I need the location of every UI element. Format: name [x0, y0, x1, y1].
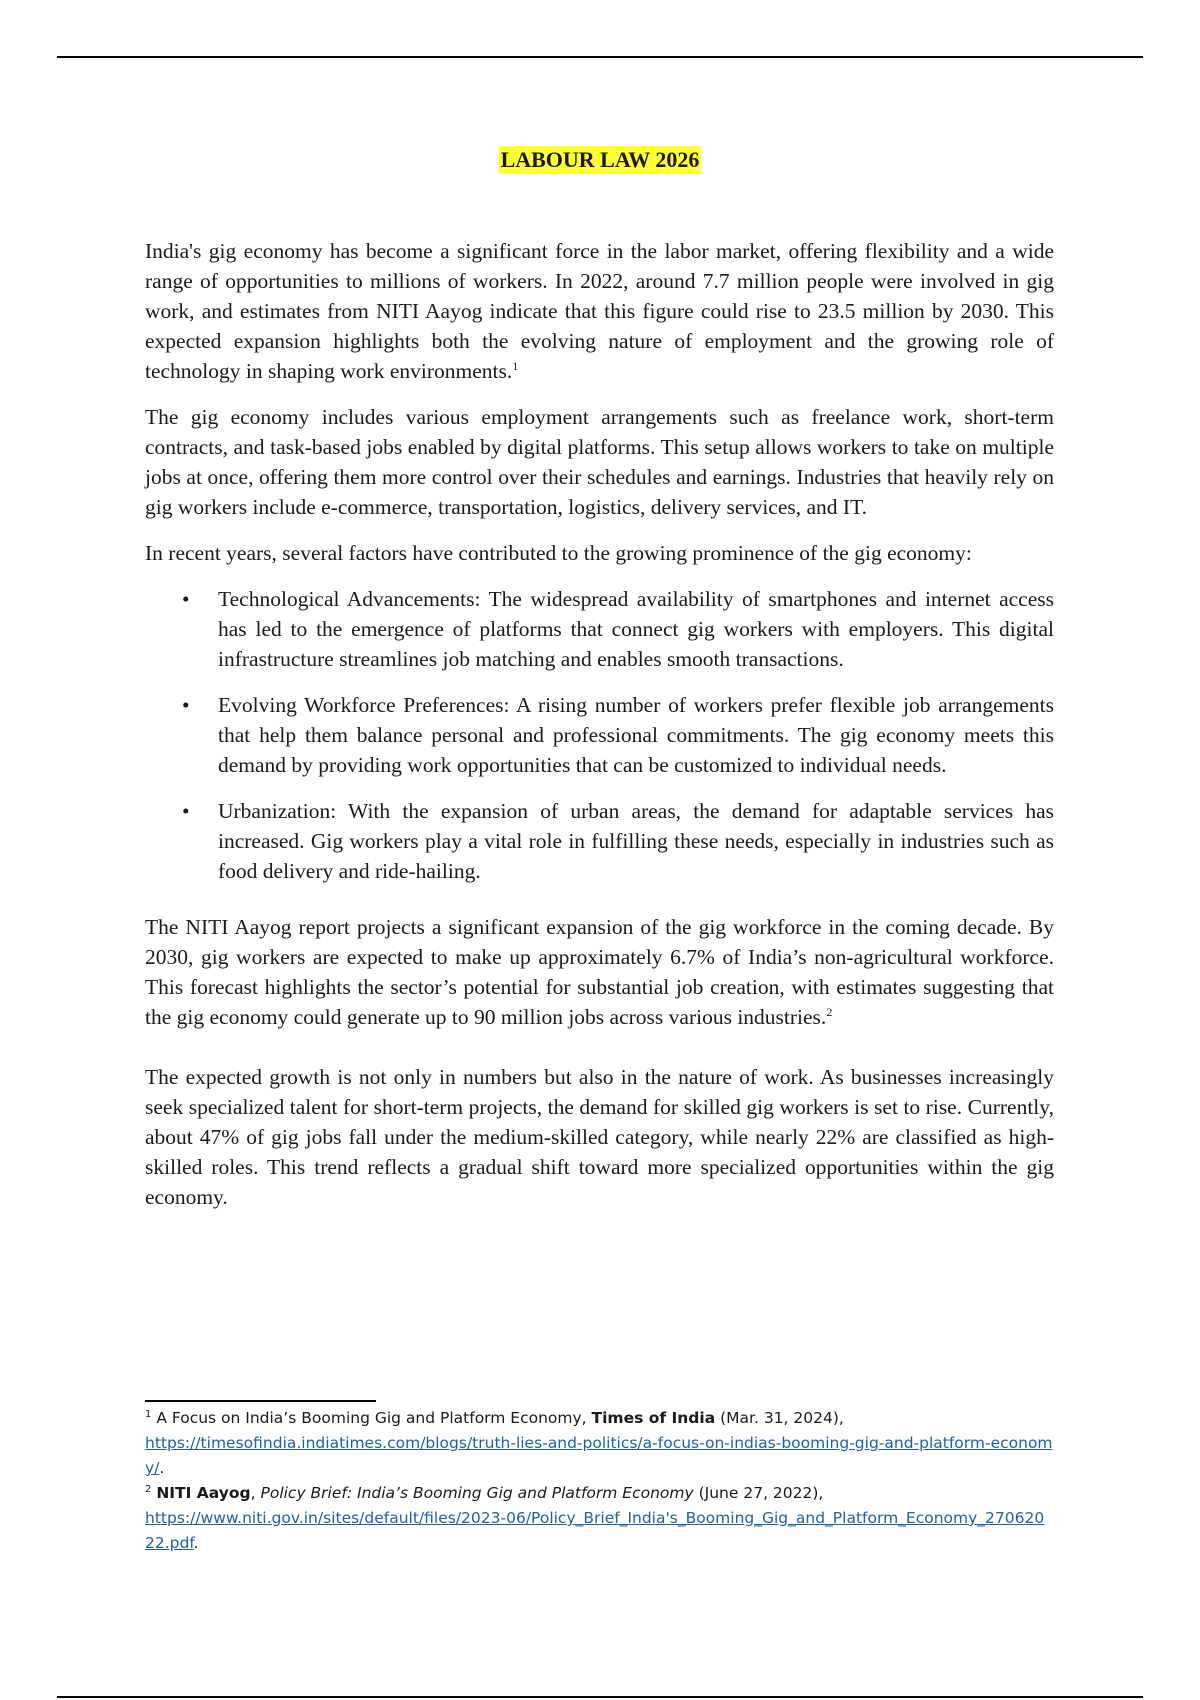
paragraph-growth: The expected growth is not only in numbers but also in the nature of work. As businesses increasingly seek specialized talent for short-term projects, the demand for skilled gig workers is set to rise. Currently, about 47% of gig jobs fall under the medium-skilled category, while nearly 22% are classified as high-skilled roles. This trend reflects a gradual shift toward more specialized opportunities within the gig economy. — [145, 1065, 1054, 1209]
footnote-end: . — [159, 1459, 165, 1477]
list-item-text: Urbanization: With the expansion of urban areas, the demand for adaptable services has increased. Gig workers play a vital role in fulfilling these needs, especially in industries such as food delivery and ride-hailing. — [218, 799, 1054, 883]
footnote-link[interactable]: https://timesofindia.indiatimes.com/blogs/truth-lies-and-politics/a-focus-on-indias-booming-gig-and-platform-economy/ — [145, 1434, 1053, 1477]
paragraph-projection — [145, 912, 1054, 1032]
paragraph-projection-text: The NITI Aayog report projects a significant expansion of the gig workforce in the coming decade. By 2030, gig workers are expected to make up approximately 6.7% of India’s non-agricultural workforce. This forecast highlights the sector’s potential for substantial job creation, with estimates suggesting that the gig economy could generate up to 90 million jobs across various industries. — [145, 915, 1054, 1029]
paragraph-intro-text: India's gig economy has become a significant force in the labor market, offering flexibility and a wide range of opportunities to millions of workers. In 2022, around 7.7 million people were involved in gig work, and estimates from NITI Aayog indicate that this figure could rise to 23.5 million by 2030. This expected expansion highlights both the evolving nature of employment and the growing role of technology in shaping work environments. — [145, 239, 1054, 383]
footnote-number: 1 — [145, 1408, 152, 1420]
footnote-link[interactable]: https://www.niti.gov.in/sites/default/files/2023-06/Policy_Brief_India's_Booming_Gig_and_Platform_Economy_27062022.pdf — [145, 1509, 1045, 1552]
footnote-ref-1[interactable]: 1 — [512, 358, 519, 373]
footnote-1 — [145, 1406, 1054, 1481]
header-rule — [57, 56, 1143, 58]
paragraph-intro — [145, 236, 1054, 386]
footnote-title: Policy Brief: India’s Booming Gig and Platform Economy — [260, 1484, 694, 1502]
list-item — [145, 690, 1054, 780]
list-item-text: Technological Advancements: The widespread availability of smartphones and internet access has led to the emergence of platforms that connect gig workers with employers. This digital infrastructure streamlines job matching and enables smooth transactions. — [218, 587, 1054, 671]
footnote-date: (Mar. 31, 2024), — [715, 1409, 844, 1427]
bullet-icon: • — [182, 693, 190, 717]
list-item — [145, 796, 1054, 886]
title-container — [0, 146, 1200, 174]
footnote-source: Times of India — [591, 1409, 716, 1427]
footnote-end: . — [193, 1534, 199, 1552]
footnotes-section — [145, 1406, 1054, 1556]
paragraph-definition: The gig economy includes various employment arrangements such as freelance work, short-term contracts, and task-based jobs enabled by digital platforms. This setup allows workers to take on multiple jobs at once, offering them more control over their schedules and earnings. Industries that heavily rely on gig workers include e-commerce, transportation, logistics, delivery services, and IT. — [145, 405, 1054, 519]
footnote-number: 2 — [145, 1483, 152, 1495]
footer-rule — [57, 1696, 1143, 1698]
footnote-ref-2[interactable]: 2 — [826, 1004, 833, 1019]
footnote-2 — [145, 1481, 1054, 1556]
list-item-text: Evolving Workforce Preferences: A rising number of workers prefer flexible job arrangements that help them balance personal and professional commitments. The gig economy meets this demand by providing work opportunities that can be customized to individual needs. — [218, 693, 1054, 777]
footnote-source: NITI Aayog — [156, 1484, 251, 1502]
footnote-date: (June 27, 2022), — [693, 1484, 824, 1502]
document-body — [145, 236, 1054, 1228]
footnote-title: A Focus on India’s Booming Gig and Platform Economy, — [156, 1409, 592, 1427]
factors-list — [145, 584, 1054, 886]
bullet-icon: • — [182, 587, 190, 611]
paragraph-factors-intro: In recent years, several factors have contributed to the growing prominence of the gig economy: — [145, 541, 972, 565]
page-title: LABOUR LAW 2026 — [500, 147, 700, 172]
footnote-separator: , — [250, 1484, 261, 1502]
list-item — [145, 584, 1054, 674]
footnote-divider — [145, 1400, 376, 1402]
bullet-icon: • — [182, 799, 190, 823]
